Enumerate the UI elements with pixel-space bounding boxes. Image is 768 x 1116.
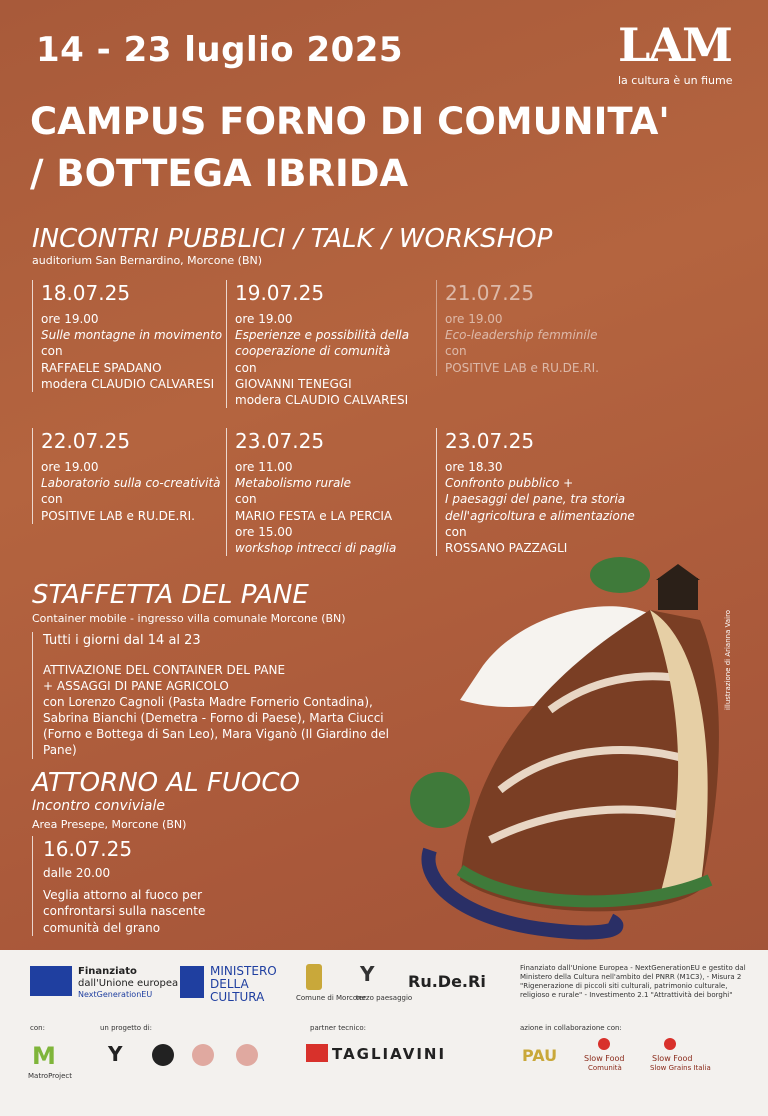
label-partner: partner tecnico:: [310, 1024, 366, 1032]
event-topic-line2: I paesaggi del pane, tra storia dell'agricoltura e alimentazione: [445, 492, 635, 523]
event-topic: Eco-leadership femminile: [445, 328, 598, 343]
label-con: con:: [30, 1024, 45, 1032]
slowfood-snail-icon-2: [664, 1038, 676, 1050]
section-subtitle-staffetta: Container mobile - ingresso villa comunale Morcone (BN): [32, 612, 346, 625]
section-subtitle-incontri: auditorium San Bernardino, Morcone (BN): [32, 254, 263, 267]
section-subtitle-fuoco-italic: Incontro conviviale: [32, 798, 165, 814]
event-con: con: [41, 344, 63, 359]
event-con: con: [41, 492, 63, 507]
eu-flag-icon: [30, 966, 72, 996]
avanzi-icon: [192, 1044, 214, 1066]
eu-line1: Finanziato: [78, 966, 137, 977]
date-range: 14 - 23 luglio 2025: [36, 30, 404, 70]
label-azione: azione in collaborazione con:: [520, 1024, 622, 1032]
event-card: [436, 280, 645, 376]
event-topic: Metabolismo rurale: [235, 476, 352, 491]
event-time: ore 19.00: [41, 312, 99, 326]
staffetta-activity-2: + ASSAGGI DI PANE AGRICOLO: [43, 678, 229, 693]
comune-label: Comune di Morcone: [296, 994, 366, 1002]
event-moderator: modera CLAUDIO CALVARESI: [235, 392, 409, 407]
event-speaker: POSITIVE LAB e RU.DE.RI.: [41, 508, 195, 523]
event-topic: Esperienze e possibilità della cooperazione di comunità: [235, 328, 410, 359]
logo-mark: LAM: [618, 18, 731, 72]
slowfood-logo-2: Slow Food: [652, 1054, 693, 1063]
section-subtitle-fuoco: Area Presepe, Morcone (BN): [32, 818, 187, 831]
event-date: 23.07.25: [235, 429, 325, 453]
ruderi-logo: Ru.De.Ri: [408, 972, 486, 991]
event-time: ore 19.00: [445, 312, 503, 326]
fuoco-time: dalle 20.00: [43, 866, 111, 880]
terzo-paesaggio-icon: Y: [360, 962, 375, 986]
event-topic: Sulle montagne in movimento: [41, 328, 223, 343]
event-card: [436, 428, 645, 556]
slowfood-sub-1: Comunità: [588, 1064, 622, 1072]
event-time: ore 19.00: [41, 460, 99, 474]
section-title-incontri: INCONTRI PUBBLICI / TALK / WORKSHOP: [32, 224, 553, 254]
eu-line2: dall'Unione europea: [78, 978, 179, 989]
page-title-line2: / BOTTEGA IBRIDA: [30, 152, 409, 195]
tree-top: [590, 557, 650, 593]
event-date: 18.07.25: [41, 281, 131, 305]
pau-logo: PAU: [522, 1046, 558, 1065]
section-title-fuoco: ATTORNO AL FUOCO: [32, 768, 300, 798]
slowfood-logo-1: Slow Food: [584, 1054, 625, 1063]
ministry-line3: CULTURA: [210, 990, 265, 1004]
event-date: 22.07.25: [41, 429, 131, 453]
event-speaker: MARIO FESTA e LA PERCIA: [235, 508, 393, 523]
savigi-icon: [152, 1044, 174, 1066]
event-card: [32, 280, 231, 392]
section-title-staffetta: STAFFETTA DEL PANE: [32, 580, 309, 610]
funding-text: Finanziato dall'Unione Europea - NextGenerationEU e gestito dal Ministero della Cultura nell'ambito del PNRR (M1C3), - Misura 2 "Rigenerazione di piccoli siti culturali, patrimonio culturale, religioso e rurale" - Investimento 2.1 "Attrattività dei borghi": [520, 964, 746, 1000]
fuoco-description: Veglia attorno al fuoco per confrontarsi sulla nascente comunità del grano: [43, 888, 206, 935]
ajcake-icon: [236, 1044, 258, 1066]
event-topic: Laboratorio sulla co-creatività: [41, 476, 221, 491]
event-time: ore 19.00: [235, 312, 293, 326]
eu-line3: NextGenerationEU: [78, 990, 153, 999]
logo-tagline: la cultura è un fiume: [618, 74, 733, 87]
ministry-line2: DELLA: [210, 977, 249, 991]
tagliavini-logo: TAGLIAVINI: [332, 1045, 447, 1063]
illustration-hill: [400, 550, 740, 950]
event-card: [32, 428, 231, 524]
tree-left: [410, 772, 470, 828]
page-title-line1: CAMPUS FORNO DI COMUNITA': [30, 100, 670, 143]
hut-icon: [658, 578, 698, 610]
event-speaker: GIOVANNI TENEGGI: [235, 376, 352, 391]
ministry-line1: MINISTERO: [210, 964, 277, 978]
event-time: ore 18.30: [445, 460, 503, 474]
event-speaker: POSITIVE LAB e RU.DE.RI.: [445, 360, 599, 375]
terzo-label: terzo paesaggio: [356, 994, 413, 1002]
event-topic: Confronto pubblico +: [445, 476, 574, 491]
staffetta-block: [32, 632, 403, 759]
event-con: con: [445, 344, 467, 359]
staffetta-participants: con Lorenzo Cagnoli (Pasta Madre Fornerio Contadina), Sabrina Bianchi (Demetra - Forno di Paese), Marta Ciucci (Forno e Bottega di San Leo), Mara Viganò (Il Giardino del Pane): [43, 694, 389, 758]
event-time-2: ore 15.00: [235, 524, 293, 539]
matro-label: MatroProject: [28, 1072, 73, 1080]
fuoco-block: [32, 836, 243, 936]
terzo-icon-small: Y: [108, 1042, 123, 1066]
event-speaker: ROSSANO PAZZAGLI: [445, 540, 568, 555]
event-card: [226, 428, 425, 556]
staffetta-activity-1: ATTIVAZIONE DEL CONTAINER DEL PANE: [43, 662, 286, 677]
comune-crest-icon: [306, 964, 322, 990]
matro-m-icon: M: [32, 1042, 56, 1070]
event-con: con: [445, 524, 467, 539]
event-topic-2: workshop intrecci di paglia: [235, 540, 397, 555]
event-time: ore 11.00: [235, 460, 293, 474]
staffetta-when: Tutti i giorni dal 14 al 23: [43, 633, 201, 648]
event-con: con: [235, 360, 257, 375]
slowfood-sub-2: Slow Grains Italia: [650, 1064, 711, 1072]
event-moderator: modera CLAUDIO CALVARESI: [41, 376, 215, 391]
fuoco-date: 16.07.25: [43, 837, 133, 861]
illustration-credit: illustrazione di Arianna Vairo: [724, 609, 732, 710]
label-progetto: un progetto di:: [100, 1024, 153, 1032]
event-date: 23.07.25: [445, 429, 535, 453]
lam-logo: [618, 18, 748, 87]
slowfood-snail-icon: [598, 1038, 610, 1050]
tagliavini-logo-icon: [306, 1044, 328, 1062]
event-date: 19.07.25: [235, 281, 325, 305]
footer-logos: [0, 950, 768, 1116]
event-speaker: RAFFAELE SPADANO: [41, 360, 162, 375]
ministry-logo-icon: [180, 966, 204, 998]
event-con: con: [235, 492, 257, 507]
event-card: [226, 280, 425, 408]
event-date: 21.07.25: [445, 281, 535, 305]
